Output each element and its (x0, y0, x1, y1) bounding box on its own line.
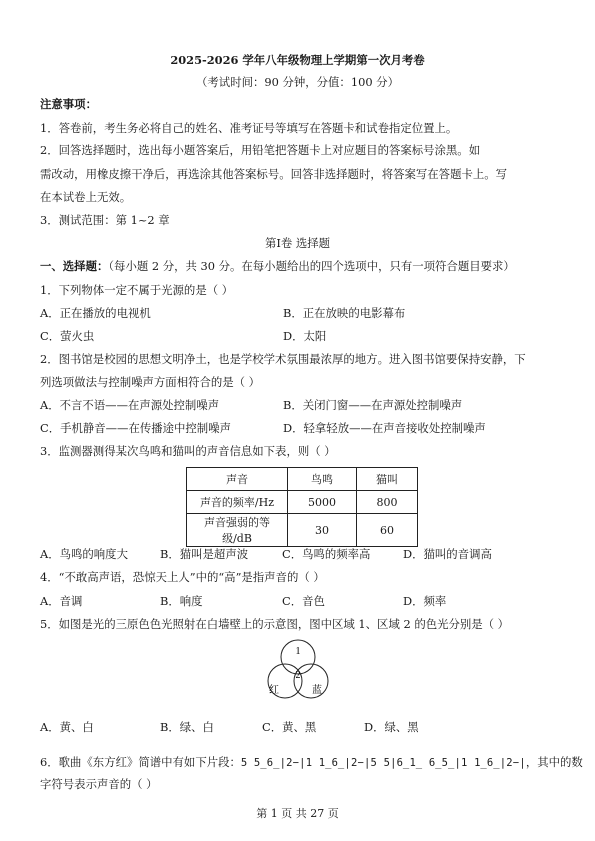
page-number: 第 1 页 共 27 页 (256, 807, 339, 820)
q2-option-b: B．关闭门窗——在声源处控制噪声 (283, 398, 463, 412)
q4-option-c: C．音色 (282, 594, 325, 608)
table-cell: 声音的频率/Hz (187, 491, 288, 514)
q6-stem-end: ，其中的数 (525, 755, 583, 769)
q4-option-d: D．频率 (403, 594, 447, 608)
q1-option-c: C．萤火虫 (40, 329, 95, 343)
q4-option-b: B．响度 (160, 594, 203, 608)
exam-title: 2025-2026 学年八年级物理上学期第一次月考卷 (170, 53, 425, 67)
q3-option-d: D．猫叫的音调高 (403, 547, 492, 561)
venn-region-1-label: 1 (295, 646, 301, 657)
exam-subtitle: （考试时间：90 分钟，分值：100 分） (196, 75, 399, 89)
table-header-cell: 声音 (187, 468, 288, 491)
section-heading (40, 259, 515, 273)
table-cell: 5000 (288, 491, 357, 514)
q1-option-a: A．正在播放的电视机 (40, 306, 151, 320)
q5-option-b: B．绿、白 (160, 720, 214, 734)
q6-stem-line-2: 字符号表示声音的（ ） (40, 777, 158, 791)
venn-red-label: 红 (269, 685, 279, 696)
q1-stem: 1．下列物体一定不属于光源的是（ ） (40, 283, 234, 297)
color-venn-diagram (257, 638, 339, 710)
q6-notation: 5 5̲6̲|2−|1 1̲6̲|2−|5 5|6̲1̲ 6̲5̲|1 1̲6̲|2−| (240, 757, 526, 769)
q2-option-d: D．轻拿轻放——在声音接收处控制噪声 (283, 421, 486, 435)
table-cell: 声音强弱的等级/dB (187, 514, 288, 547)
q3-option-b: B．猫叫是超声波 (160, 547, 249, 561)
q2-option-c: C．手机静音——在传播途中控制噪声 (40, 421, 231, 435)
section-heading-instructions: （每小题 2 分，共 30 分。在每小题给出的四个选项中，只有一项符合题目要求） (108, 259, 515, 273)
notes-heading: 注意事项： (40, 97, 97, 111)
q3-option-a: A．鸟鸣的响度大 (40, 547, 128, 561)
table-row (187, 468, 418, 491)
q1-option-d: D．太阳 (283, 329, 327, 343)
notes-item-2-line-2: 需改动，用橡皮擦干净后，再选涂其他答案标号。回答非选择题时，将答案写在答题卡上。写 (40, 167, 508, 181)
q5-option-a: A．黄、白 (40, 720, 94, 734)
notes-item-2-line-1: 2．回答选择题时，选出每小题答案后，用铅笔把答题卡上对应题目的答案标号涂黑。如 (40, 143, 481, 157)
q4-option-a: A．音调 (40, 594, 83, 608)
q5-option-c: C．黄、黑 (262, 720, 317, 734)
notes-item-2-line-3: 在本试卷上无效。 (40, 190, 132, 204)
q2-stem-line-1: 2．图书馆是校园的思想文明净土，也是学校学术氛围最浓厚的地方。进入图书馆要保持安静，下 (40, 352, 526, 366)
notes-item-3: 3．测试范围：第 1~2 章 (40, 213, 170, 227)
table-cell: 30 (288, 514, 357, 547)
q5-option-d: D．绿、黑 (364, 720, 419, 734)
q3-sound-table (186, 467, 418, 547)
section-heading-label: 一、选择题： (40, 259, 109, 273)
volume-title: 第Ⅰ卷 选择题 (264, 236, 331, 250)
table-header-cell: 鸟鸣 (288, 468, 357, 491)
venn-blue-label: 蓝 (312, 685, 322, 696)
table-header-cell: 猫叫 (357, 468, 418, 491)
venn-region-2-label: 2 (295, 670, 301, 681)
q1-option-b: B．正在放映的电影幕布 (283, 306, 406, 320)
q3-option-c: C．鸟鸣的频率高 (282, 547, 371, 561)
q2-option-a: A．不言不语——在声源处控制噪声 (40, 398, 220, 412)
q6-stem-line-1 (40, 755, 583, 770)
notes-item-1: 1．答卷前，考生务必将自己的姓名、准考证号等填写在答题卡和试卷指定位置上。 (40, 121, 458, 135)
table-cell: 800 (357, 491, 418, 514)
q5-stem: 5．如图是光的三原色色光照射在白墙壁上的示意图，图中区域 1、区域 2 的色光分别是（ ） (40, 617, 510, 631)
table-cell: 60 (357, 514, 418, 547)
q6-stem-start: 6．歌曲《东方红》简谱中有如下片段： (40, 755, 241, 769)
q4-stem: 4．“不敢高声语，恐惊天上人”中的“高”是指声音的（ ） (40, 570, 325, 584)
q2-stem-line-2: 列选项做法与控制噪声方面相符合的是（ ） (40, 375, 261, 389)
q3-stem: 3．监测器测得某次鸟鸣和猫叫的声音信息如下表，则（ ） (40, 444, 336, 458)
table-row (187, 514, 418, 547)
table-row (187, 491, 418, 514)
